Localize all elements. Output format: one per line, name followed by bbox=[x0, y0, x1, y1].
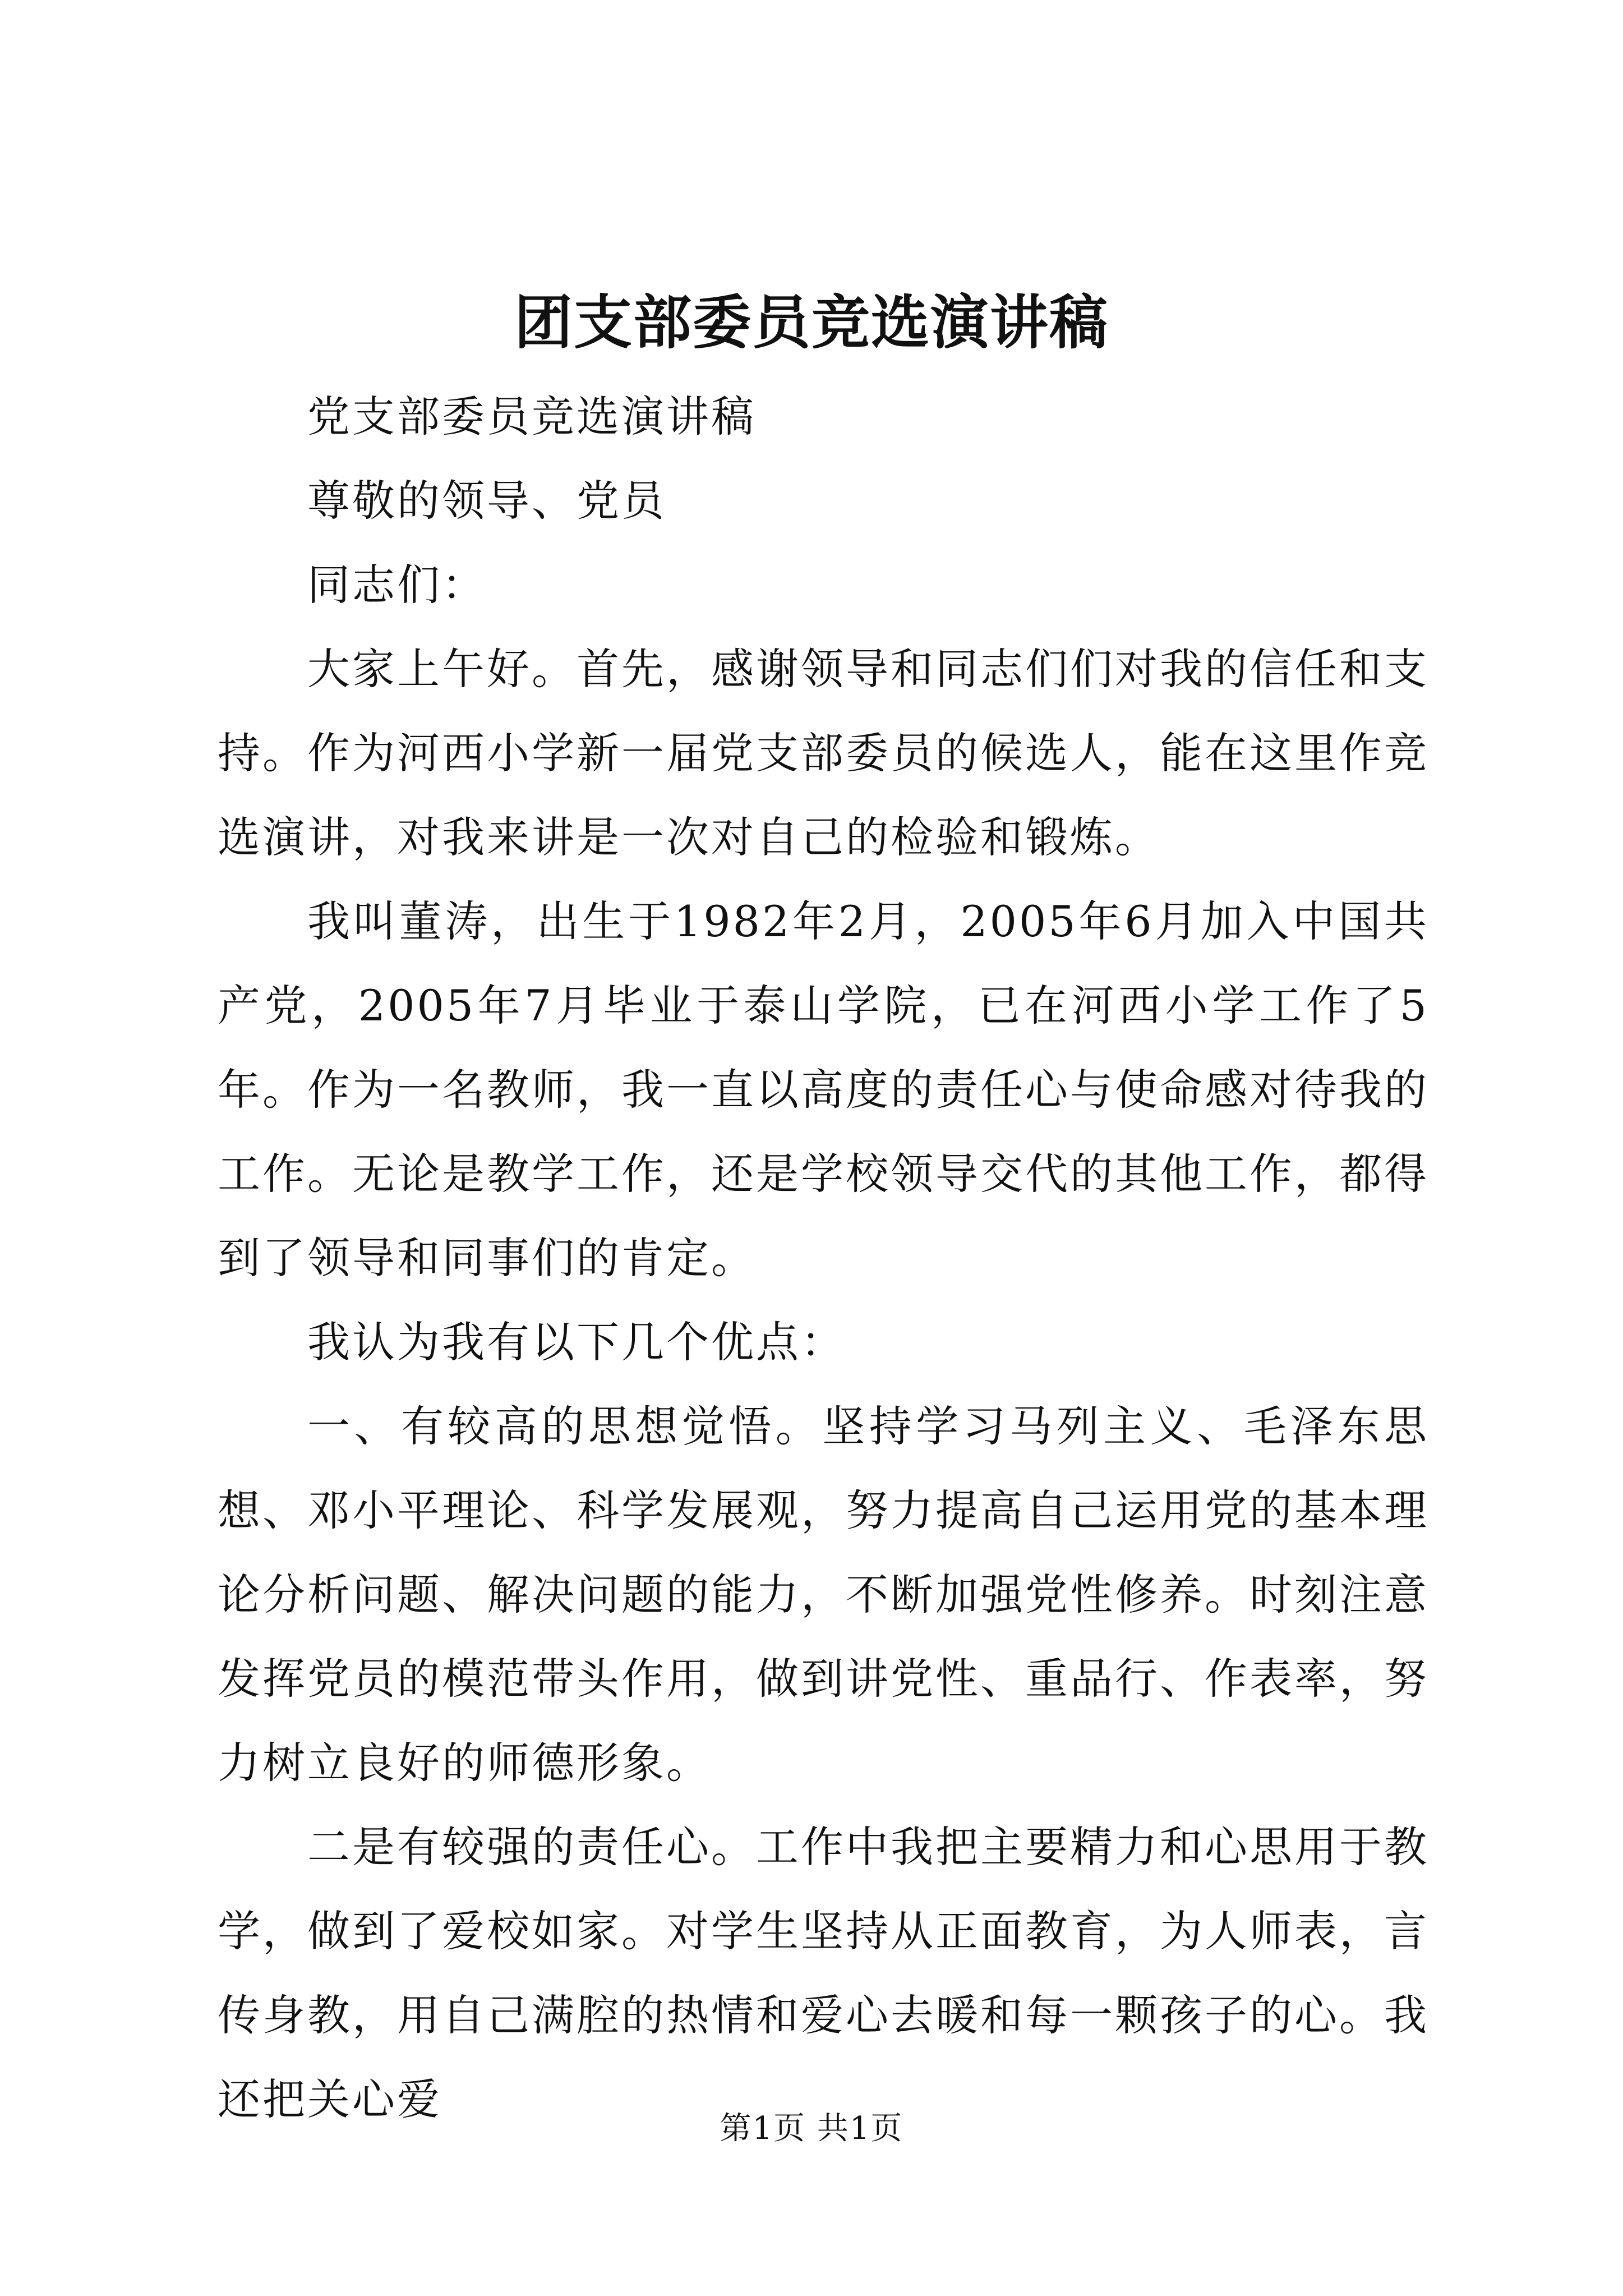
paragraph: 二是有较强的责任心。工作中我把主要精力和心思用于教学，做到了爱校如家。对学生坚持从正面教育，为人师表，言传身教，用自己满腔的热情和爱心去暖和每一颗孩子的心。我还把关心爱 bbox=[218, 1822, 1429, 2124]
paragraph: 一、有较高的思想觉悟。坚持学习马列主义、毛泽东思想、邓小平理论、科学发展观，努力提高自己运用党的基本理论分析问题、解决问题的能力，不断加强党性修养。时刻注意发挥党员的模范带头作用，做到讲党性、重品行、作表率，努力树立良好的师德形象。 bbox=[218, 1401, 1429, 1788]
paragraph: 我认为我有以下几个优点： bbox=[307, 1317, 846, 1367]
paragraph: 大家上午好。首先，感谢领导和同志们们对我的信任和支持。作为河西小学新一届党支部委员的候选人，能在这里作竞选演讲，对我来讲是一次对自己的检验和锻炼。 bbox=[218, 644, 1429, 862]
paragraph: 我叫董涛，出生于1982年2月，2005年6月加入中国共产党，2005年7月毕业于泰山学院，已在河西小学工作了5年。作为一名教师，我一直以高度的责任心与使命感对待我的工作。无论是教学工作，还是学校领导交代的其他工作，都得到了领导和同事们的肯定。 bbox=[218, 896, 1429, 1283]
document-title: 团支部委员竞选演讲稿 bbox=[514, 288, 1109, 357]
paragraph-salutation: 尊敬的领导、党员 bbox=[307, 476, 666, 526]
paragraph-greeting: 同志们： bbox=[307, 560, 487, 610]
page-footer: 第1页 共1页 bbox=[720, 2110, 903, 2147]
document-body bbox=[218, 375, 1429, 2142]
paragraph-subtitle: 党支部委员竞选演讲稿 bbox=[307, 392, 756, 441]
